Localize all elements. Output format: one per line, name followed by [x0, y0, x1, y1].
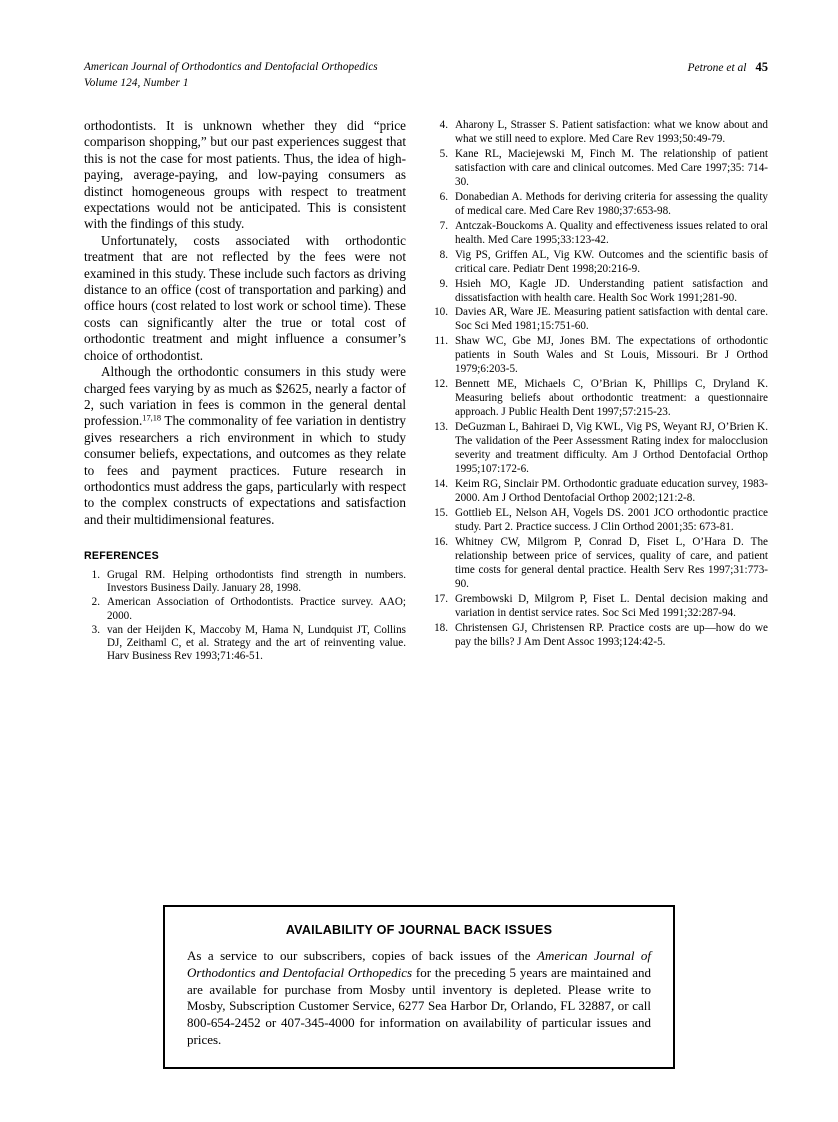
- back-issues-notice-box: [163, 905, 675, 1069]
- reference-item: [430, 477, 768, 505]
- body-paragraph: Unfortunately, costs associated with orthodontic treatment that are not reflected by the fees were not examined in this study. These include such factors as driving distance to an office (cost of transportation and parking) and office hours (cost related to lost work or school time). These costs can significantly alter the true or total cost of orthodontic treatment and might influence a consumer’s choice of orthodontist.: [84, 232, 406, 363]
- page-number: 45: [755, 60, 768, 74]
- reference-number: 5.: [439, 147, 448, 160]
- notice-journal-name: American Journal of Orthodontics and Dentofacial Orthopedics: [187, 948, 651, 980]
- reference-number: 13.: [434, 421, 448, 434]
- reference-item: [430, 305, 768, 333]
- reference-text: Grembowski D, Milgrom P, Fiset L. Dental decision making and variation in dentist service rates. Soc Sci Med 1991;32:287-94.: [455, 592, 768, 619]
- reference-item: [84, 596, 406, 623]
- superscript-citation: 17,18: [142, 413, 162, 423]
- reference-number: 1.: [91, 569, 100, 582]
- body-paragraph: orthodontists. It is unknown whether they did “price comparison shopping,” but our past experiences suggest that this is not the case for most patients. Thus, the idea of high-paying, average-paying, and low-paying consumers as distinct homogeneous groups with respect to treatment expectations would not be anticipated. This is consistent with the findings of this study.: [84, 118, 406, 232]
- reference-text: Bennett ME, Michaels C, O’Brian K, Phillips C, Dryland K. Measuring beliefs about orthodontic treatment: a questionnaire approach. J Public Health Dent 1997;57:215-23.: [455, 378, 768, 419]
- reference-text: Keim RG, Sinclair PM. Orthodontic graduate education survey, 1983-2000. Am J Orthod Dentofacial Orthop 2002;121:2-8.: [455, 478, 768, 505]
- reference-text: Donabedian A. Methods for deriving criteria for assessing the quality of medical care. Med Care Rev 1980;37:653-98.: [455, 190, 768, 217]
- reference-number: 6.: [439, 190, 448, 203]
- reference-item: [430, 248, 768, 276]
- volume-issue: Volume 124, Number 1: [84, 76, 189, 89]
- reference-number: 4.: [439, 119, 448, 131]
- reference-item: [430, 592, 768, 620]
- reference-text: American Association of Orthodontists. Practice survey. AAO; 2000.: [107, 596, 406, 622]
- reference-text: Hsieh MO, Kagle JD. Understanding patient satisfaction and dissatisfaction with health care. Health Soc Work 1991;281-90.: [455, 277, 768, 304]
- reference-text: Shaw WC, Gbe MJ, Jones BM. The expectations of orthodontic patients in South Wales and St Louis, Missouri. Br J Orthod 1979;6:203-5.: [455, 335, 768, 376]
- running-head: [84, 60, 768, 94]
- reference-item: [430, 621, 768, 649]
- reference-text: Gottlieb EL, Nelson AH, Vogels DS. 2001 JCO orthodontic practice study. Part 2. Practice success. J Clin Orthod 2001;35: 673-81.: [455, 507, 768, 534]
- body-text-segment: The commonality of fee variation in dentistry gives researchers a rich environment in which to study consumer beliefs, expectations, and outcomes as they relate to fees and payment practices. Future research in orthodontics must address the gaps, particularly with respect to the complex constructs of expectations and satisfaction and their multidimensional features.: [84, 413, 406, 527]
- notice-text-segment: As a service to our subscribers, copies of back issues of the: [187, 948, 537, 963]
- reference-number: 18.: [434, 621, 448, 634]
- reference-number: 14.: [434, 478, 448, 491]
- reference-item: [84, 624, 406, 664]
- reference-item: [430, 147, 768, 189]
- article-authors: Petrone et al: [687, 62, 747, 74]
- reference-number: 12.: [434, 378, 448, 391]
- reference-text: Kane RL, Maciejewski M, Finch M. The relationship of patient satisfaction with care and clinical outcomes. Med Care 1997;35: 714-30.: [455, 147, 768, 188]
- notice-text-segment: for the preceding 5 years are maintained and are available for purchase from Mosby until inventory is depleted. Please write to Mosby, Subscription Customer Service, 6277 Sea Harbor Dr, Orlando, FL 32887, or call 800-654-2452 or 407-345-4000 for information on availability of particular issues and prices.: [187, 964, 651, 1047]
- body-paragraph: [84, 364, 406, 528]
- reference-item: [430, 377, 768, 419]
- reference-number: 7.: [439, 219, 448, 232]
- reference-item: [430, 219, 768, 247]
- reference-number: 17.: [434, 592, 448, 605]
- reference-text: Grugal RM. Helping orthodontists find strength in numbers. Investors Business Daily. January 28, 1998.: [107, 569, 406, 595]
- reference-number: 16.: [434, 535, 448, 548]
- reference-text: Vig PS, Griffen AL, Vig KW. Outcomes and the scientific basis of critical care. Pediatr Dent 1998;20:216-9.: [455, 248, 768, 275]
- reference-item: [430, 277, 768, 305]
- reference-number: 15.: [434, 507, 448, 520]
- journal-title: American Journal of Orthodontics and Dentofacial Orthopedics: [84, 61, 378, 73]
- right-column: [430, 118, 768, 650]
- notice-title: AVAILABILITY OF JOURNAL BACK ISSUES: [285, 923, 553, 937]
- reference-number: 3.: [91, 623, 100, 636]
- reference-number: 9.: [439, 277, 448, 290]
- reference-text: DeGuzman L, Bahiraei D, Vig KWL, Vig PS, Weyant RJ, O’Brien K. The validation of the Peer Assessment Rating index for malocclusion severity and treatment difficulty. Am J Orthod Dentofacial Orthop 1995;107:172-6.: [455, 421, 768, 476]
- notice-body: [187, 948, 651, 1049]
- running-head-right: [688, 60, 768, 77]
- reference-item: [430, 334, 768, 376]
- reference-text: Antczak-Bouckoms A. Quality and effectiveness issues related to oral health. Med Care 1995;33:123-42.: [455, 219, 768, 246]
- body-text-segment: Although the orthodontic consumers in this study were charged fees varying by as much as $2625, nearly a factor of 2, such variation in fees is common in the general dental profession.: [84, 364, 406, 429]
- reference-item: [430, 506, 768, 534]
- reference-number: 11.: [434, 335, 448, 348]
- reference-text: Whitney CW, Milgrom P, Conrad D, Fiset L, O’Hara D. The relationship between price of services, quality of care, and patient time costs for general dental practice. Health Serv Res 1997;31:773-90.: [455, 535, 768, 591]
- reference-list-right: [430, 118, 768, 649]
- reference-item: [430, 190, 768, 218]
- reference-text: Davies AR, Ware JE. Measuring patient satisfaction with dental care. Soc Sci Med 1981;15:751-60.: [455, 306, 768, 333]
- reference-list-left: [84, 569, 406, 663]
- reference-item: [430, 118, 768, 146]
- reference-item: [430, 420, 768, 476]
- reference-item: [84, 569, 406, 596]
- reference-number: 2.: [91, 596, 100, 609]
- reference-text: van der Heijden K, Maccoby M, Hama N, Lundquist JT, Collins DJ, Zeithaml C, et al. Strategy and the art of reinventing value. Harv Business Rev 1993;71:46-51.: [107, 623, 406, 663]
- reference-number: 10.: [434, 306, 448, 319]
- running-head-left: [84, 60, 378, 91]
- left-column: [84, 118, 406, 664]
- reference-item: [430, 535, 768, 591]
- references-heading: REFERENCES: [84, 550, 159, 563]
- reference-number: 8.: [439, 248, 448, 261]
- reference-text: Aharony L, Strasser S. Patient satisfaction: what we know about and what we still need to explore. Med Care Rev 1993;50:49-79.: [455, 119, 768, 146]
- reference-text: Christensen GJ, Christensen RP. Practice costs are up—how do we pay the bills? J Am Dent Assoc 1993;124:42-5.: [455, 621, 768, 648]
